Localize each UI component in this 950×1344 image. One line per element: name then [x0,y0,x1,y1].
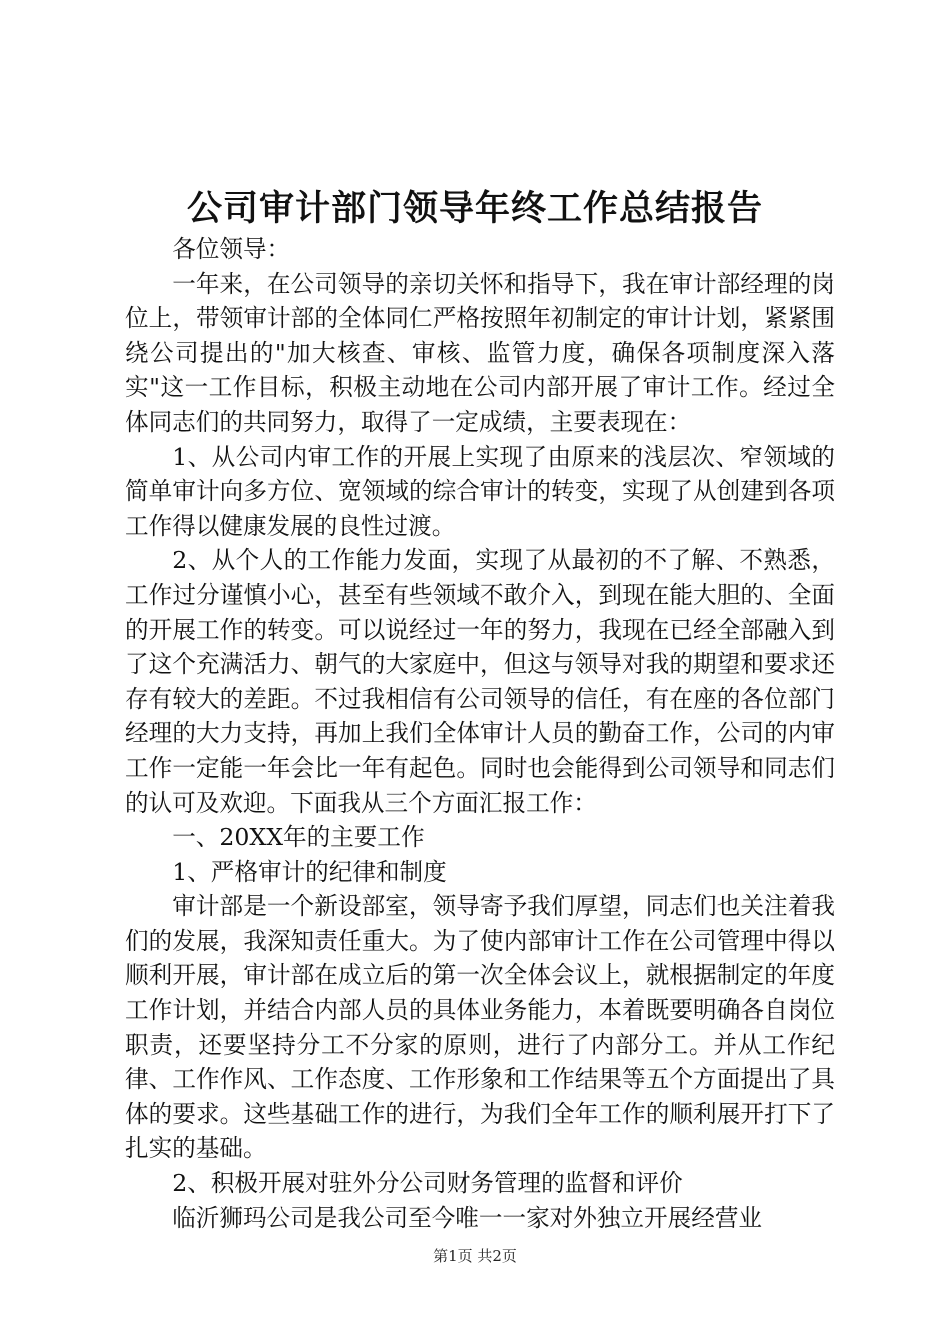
point-1-paragraph: 1、从公司内审工作的开展上实现了由原来的浅层次、窄领域的简单审计向多方位、宽领域的综合审计的转变，实现了从创建到各项工作得以健康发展的良性过渡。 [125,442,835,540]
salutation-paragraph: 各位领导： [172,235,291,263]
page-footer: 第1页 共2页 [433,1247,517,1265]
intro-paragraph: 一年来，在公司领导的亲切关怀和指导下，我在审计部经理的岗位上，带领审计部的全体同仁严格按照年初制定的审计计划，紧紧围绕公司提出的"加大核查、审核、监管力度，确保各项制度深入落实"这一工作目标，积极主动地在公司内部开展了审计工作。经过全体同志们的共同努力，取得了一定成绩，主要表现在： [125,269,835,436]
subsection-2-paragraph: 临沂狮玛公司是我公司至今唯一一家对外独立开展经营业 [172,1203,763,1232]
document-title: 公司审计部门领导年终工作总结报告 [186,188,763,229]
subsection-heading-2: 2、积极开展对驻外分公司财务管理的监督和评价 [172,1169,683,1198]
subsection-1-paragraph: 审计部是一个新设部室，领导寄予我们厚望，同志们也关注着我们的发展，我深知责任重大。为了使内部审计工作在公司管理中得以顺利开展，审计部在成立后的第一次全体会议上，就根据制定的年度工作计划，并结合内部人员的具体业务能力，本着既要明确各自岗位职责，还要坚持分工不分家的原则，进行了内部分工。并从工作纪律、工作作风、工作态度、工作形象和工作结果等五个方面提出了具体的要求。这些基础工作的进行，为我们全年工作的顺利展开打下了扎实的基础。 [125,892,835,1163]
document-body [125,232,835,1235]
section-heading: 一、20XX年的主要工作 [172,823,425,852]
subsection-heading-1: 1、严格审计的纪律和制度 [172,857,447,886]
point-2-paragraph: 2、从个人的工作能力发面，实现了从最初的不了解、不熟悉，工作过分谨慎小心，甚至有些领域不敢介入，到现在能大胆的、全面的开展工作的转变。可以说经过一年的努力，我现在已经全部融入到了这个充满活力、朝气的大家庭中，但这与领导对我的期望和要求还存有较大的差距。不过我相信有公司领导的信任，有在座的各位部门经理的大力支持，再加上我们全体审计人员的勤奋工作，公司的内审工作一定能一年会比一年有起色。同时也会能得到公司领导和同志们的认可及欢迎。下面我从三个方面汇报工作： [125,546,835,817]
